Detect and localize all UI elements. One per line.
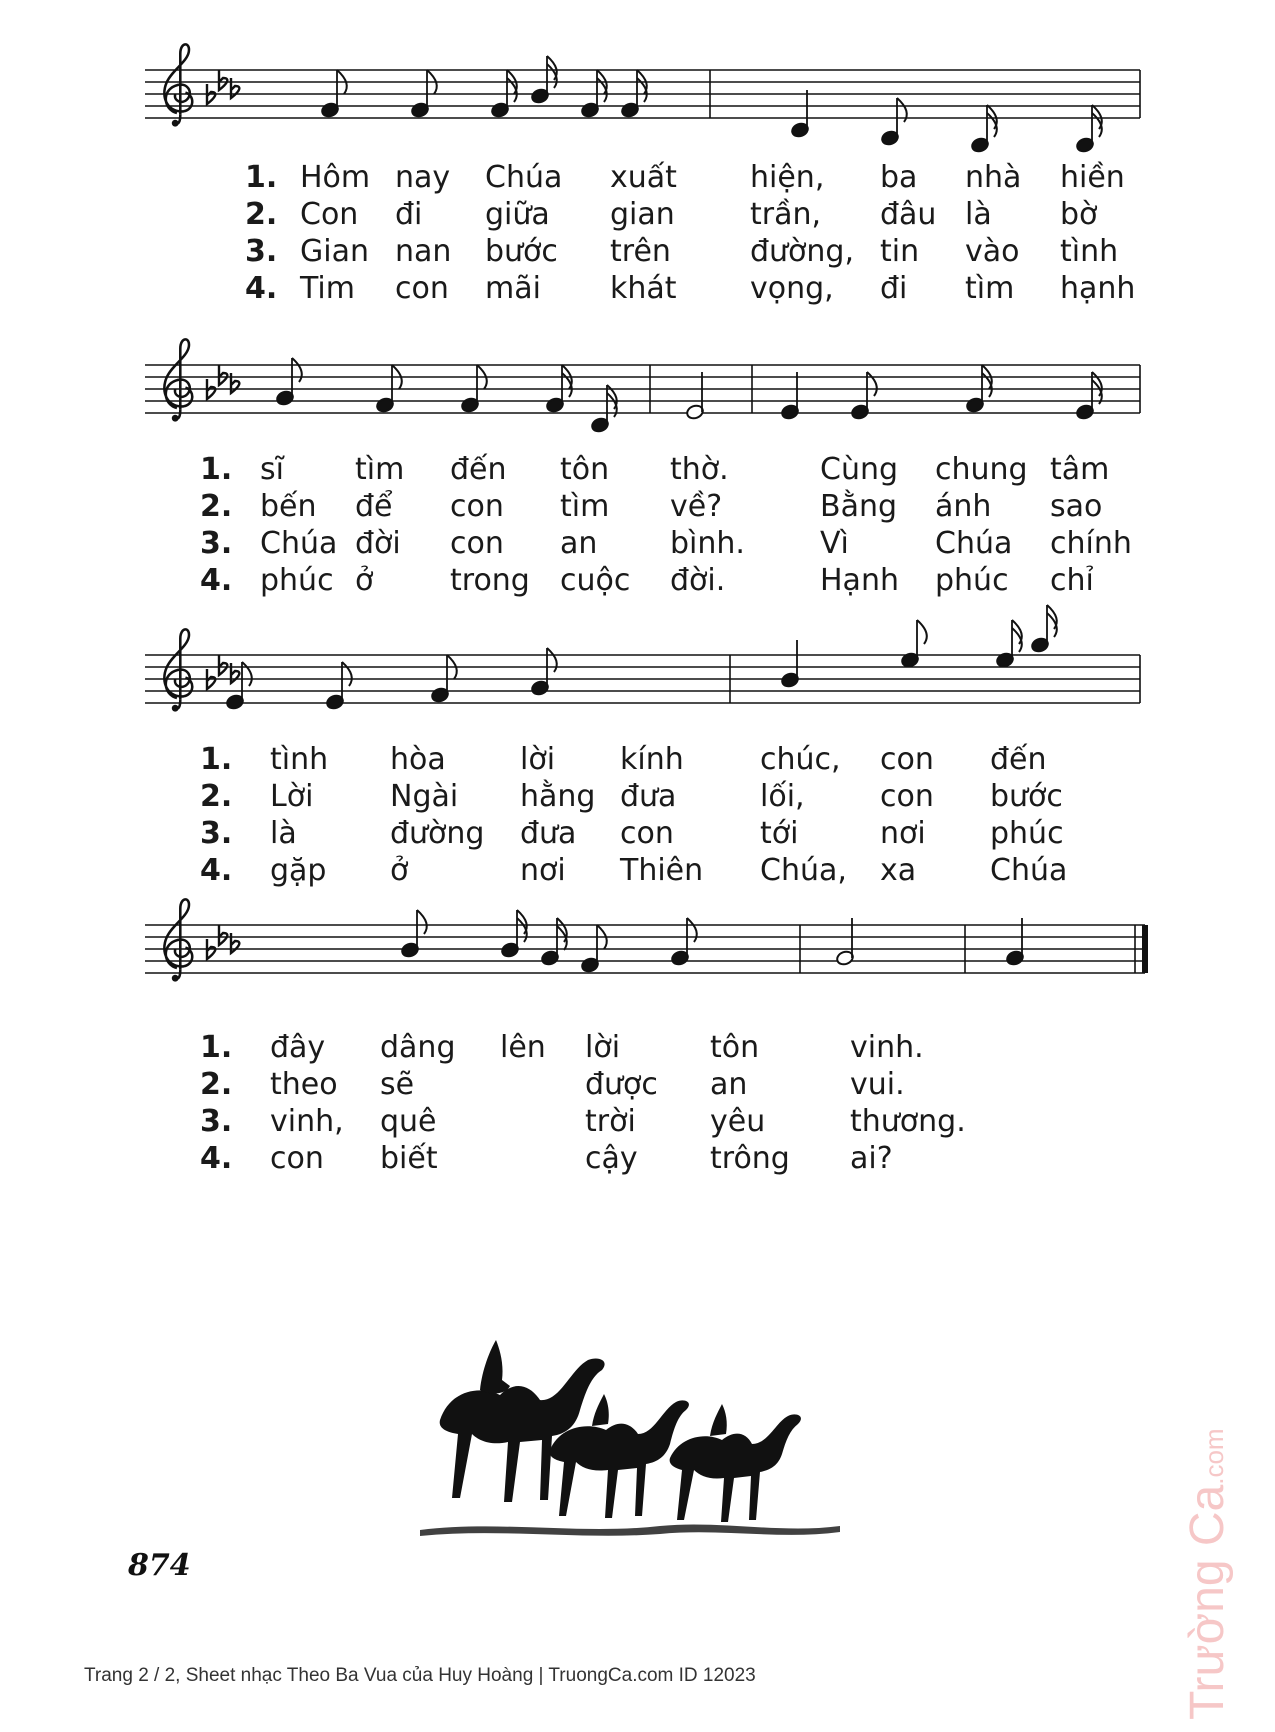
lyric-syllable: lời [520, 742, 556, 777]
lyric-syllable: đưa [520, 816, 577, 851]
key-signature-flats-icon [207, 365, 239, 399]
lyric-syllable: nơi [880, 816, 926, 851]
lyric-syllable: vui. [850, 1067, 905, 1102]
verse-number: 3. [200, 526, 233, 561]
verse-number: 2. [200, 779, 233, 814]
verse-number: 1. [245, 160, 278, 195]
verse-number: 1. [200, 742, 233, 777]
lyric-syllable: trên [610, 234, 671, 269]
lyric-syllable: tâm [1050, 452, 1110, 487]
treble-clef-icon [164, 339, 192, 421]
lyric-syllable: an [710, 1067, 748, 1102]
lyric-syllable: mãi [485, 271, 541, 306]
lyric-syllable: biết [380, 1141, 438, 1176]
lyric-syllable: xa [880, 853, 917, 888]
lyric-syllable: Cùng [820, 452, 899, 487]
note [530, 56, 556, 104]
lyric-syllable: phúc [990, 816, 1064, 851]
lyric-syllable: con [620, 816, 674, 851]
watermark-logo [1180, 1428, 1235, 1720]
lyric-syllable: ở [355, 563, 374, 598]
staff-system-4 [145, 899, 1145, 981]
lyric-syllable: trông [710, 1141, 790, 1176]
lyric-syllable: dâng [380, 1030, 456, 1065]
lyric-syllable: con [395, 271, 449, 306]
note [995, 620, 1021, 668]
lyric-syllable: gian [610, 197, 675, 232]
lyric-syllable: lời [585, 1030, 621, 1065]
lyric-syllable: về? [670, 489, 723, 524]
lyric-syllable: ánh [935, 489, 992, 524]
footer-caption: Trang 2 / 2, Sheet nhạc Theo Ba Vua của Huy Hoàng | TruongCa.com ID 12023 [84, 1665, 756, 1686]
lyric-syllable: tình [1060, 234, 1119, 269]
treble-clef-icon [164, 899, 192, 981]
lyric-syllable: hằng [520, 779, 596, 814]
lyric-syllable: Chúa, [760, 853, 847, 888]
lyric-syllable: Vì [820, 526, 849, 561]
lyric-syllable: đường, [750, 234, 855, 269]
note [780, 640, 799, 688]
staff-system-3 [145, 605, 1140, 712]
verse-number: 3. [200, 816, 233, 851]
lyric-syllable: trong [450, 563, 530, 598]
lyric-syllable: để [355, 489, 393, 524]
note [500, 910, 526, 958]
lyric-syllable: đưa [620, 779, 677, 814]
treble-clef-icon [164, 629, 192, 711]
lyric-syllable: ai? [850, 1141, 893, 1176]
lyric-syllable: Chúa [990, 853, 1068, 888]
lyric-syllable: khát [610, 271, 677, 306]
lyric-syllable: bước [485, 234, 558, 269]
lyric-syllable: hiền [1060, 160, 1125, 195]
verse-number: 2. [200, 1067, 233, 1102]
lyric-syllable: an [560, 526, 598, 561]
lyric-syllable: bước [990, 779, 1063, 814]
lyric-syllable: tôn [710, 1030, 760, 1065]
lyric-syllable: Lời [270, 779, 314, 814]
lyric-syllable: đời. [670, 563, 726, 598]
verse-number: 1. [200, 1030, 233, 1065]
lyric-syllable: kính [620, 742, 684, 777]
lyric-syllable: sĩ [260, 452, 284, 487]
lyric-syllable: con [270, 1141, 324, 1176]
treble-clef-icon [164, 44, 192, 126]
lyric-syllable: cậy [585, 1141, 638, 1176]
lyric-syllable: Thiên [620, 853, 704, 888]
lyric-syllable: chúc, [760, 742, 841, 777]
lyric-syllable: chính [1050, 526, 1132, 561]
lyric-syllable: ba [880, 160, 918, 195]
three-kings-camels-illustration [420, 1330, 840, 1540]
verse-number: 4. [245, 271, 278, 306]
lyric-syllable: con [880, 742, 934, 777]
lyric-syllable: nay [395, 160, 451, 195]
note [590, 385, 616, 433]
verse-number: 3. [245, 234, 278, 269]
lyric-syllable: hòa [390, 742, 446, 777]
key-signature-flats-icon [207, 925, 239, 959]
note [900, 620, 926, 668]
staff-system-2 [145, 339, 1140, 433]
lyric-syllable: vinh. [850, 1030, 924, 1065]
lyric-syllable: ở [390, 853, 409, 888]
lyric-syllable: xuất [610, 160, 677, 195]
lyric-syllable: tôn [560, 452, 610, 487]
lyric-syllable: đường [390, 816, 485, 851]
lyric-syllable: trần, [750, 197, 822, 232]
lyric-syllable: tới [760, 816, 799, 851]
key-signature-flats-icon [207, 655, 239, 689]
lyric-syllable: chung [935, 452, 1028, 487]
verse-number: 3. [200, 1104, 233, 1139]
lyric-syllable: hạnh [1060, 271, 1136, 306]
verse-number: 2. [245, 197, 278, 232]
lyric-syllable: đến [990, 742, 1047, 777]
lyric-syllable: thương. [850, 1104, 966, 1139]
note [1075, 105, 1101, 153]
lyric-syllable: sao [1050, 489, 1103, 524]
lyric-syllable: nơi [520, 853, 566, 888]
watermark-suffix: .com [1199, 1428, 1229, 1485]
lyric-syllable: phúc [935, 563, 1009, 598]
lyric-syllable: giữa [485, 197, 550, 232]
verse-number: 2. [200, 489, 233, 524]
lyric-syllable: đến [450, 452, 507, 487]
lyric-syllable: tìm [560, 489, 610, 524]
lyric-syllable: trời [585, 1104, 636, 1139]
lyric-syllable: bờ [1060, 197, 1098, 232]
lyric-syllable: theo [270, 1067, 338, 1102]
lyric-syllable: Chúa [485, 160, 563, 195]
lyric-syllable: lối, [760, 779, 805, 814]
key-signature-flats-icon [207, 70, 239, 104]
lyric-syllable: lên [500, 1030, 546, 1065]
lyric-syllable: phúc [260, 563, 334, 598]
lyric-syllable: là [965, 197, 992, 232]
lyric-syllable: Gian [300, 234, 369, 269]
lyric-syllable: là [270, 816, 297, 851]
lyric-syllable: yêu [710, 1104, 766, 1139]
lyric-syllable: cuộc [560, 563, 631, 598]
lyric-syllable: Tim [300, 271, 355, 306]
verse-number: 4. [200, 1141, 233, 1176]
lyric-syllable: Chúa [260, 526, 338, 561]
lyric-syllable: nhà [965, 160, 1022, 195]
lyric-syllable: tin [880, 234, 920, 269]
lyric-syllable: tìm [965, 271, 1015, 306]
note [400, 910, 426, 958]
lyric-syllable: được [585, 1067, 658, 1102]
lyric-syllable: tìm [355, 452, 405, 487]
lyric-syllable: chỉ [1050, 563, 1094, 598]
verse-number: 1. [200, 452, 233, 487]
lyric-syllable: đi [395, 197, 423, 232]
lyric-syllable: vinh, [270, 1104, 344, 1139]
lyric-syllable: Chúa [935, 526, 1013, 561]
lyric-syllable: thờ. [670, 452, 729, 487]
verse-number: 4. [200, 853, 233, 888]
note [1030, 605, 1056, 653]
lyric-syllable: đời [355, 526, 401, 561]
lyric-syllable: vọng, [750, 271, 834, 306]
lyric-syllable: con [450, 489, 504, 524]
lyric-syllable: gặp [270, 853, 327, 888]
lyric-syllable: tình [270, 742, 329, 777]
lyric-syllable: con [450, 526, 504, 561]
lyric-syllable: đi [880, 271, 908, 306]
note [780, 372, 799, 420]
lyric-syllable: Ngài [390, 779, 459, 814]
lyric-syllable: hiện, [750, 160, 825, 195]
lyric-syllable: vào [965, 234, 1020, 269]
note [685, 372, 704, 420]
lyric-syllable: Con [300, 197, 359, 232]
lyric-syllable: Bằng [820, 489, 898, 524]
watermark-brand: Trường Ca [1181, 1484, 1234, 1720]
lyric-syllable: đâu [880, 197, 937, 232]
lyric-syllable: đây [270, 1030, 326, 1065]
page-number: 874 [128, 1548, 191, 1583]
lyric-syllable: Hôm [300, 160, 371, 195]
note [790, 90, 809, 138]
lyric-syllable: quê [380, 1104, 437, 1139]
lyric-syllable: Hạnh [820, 563, 899, 598]
verse-number: 4. [200, 563, 233, 598]
lyric-syllable: sẽ [380, 1067, 415, 1102]
staff-system-1 [145, 44, 1140, 153]
note [970, 105, 996, 153]
lyric-syllable: bến [260, 489, 317, 524]
lyric-syllable: con [880, 779, 934, 814]
lyric-syllable: nan [395, 234, 452, 269]
lyric-syllable: bình. [670, 526, 745, 561]
